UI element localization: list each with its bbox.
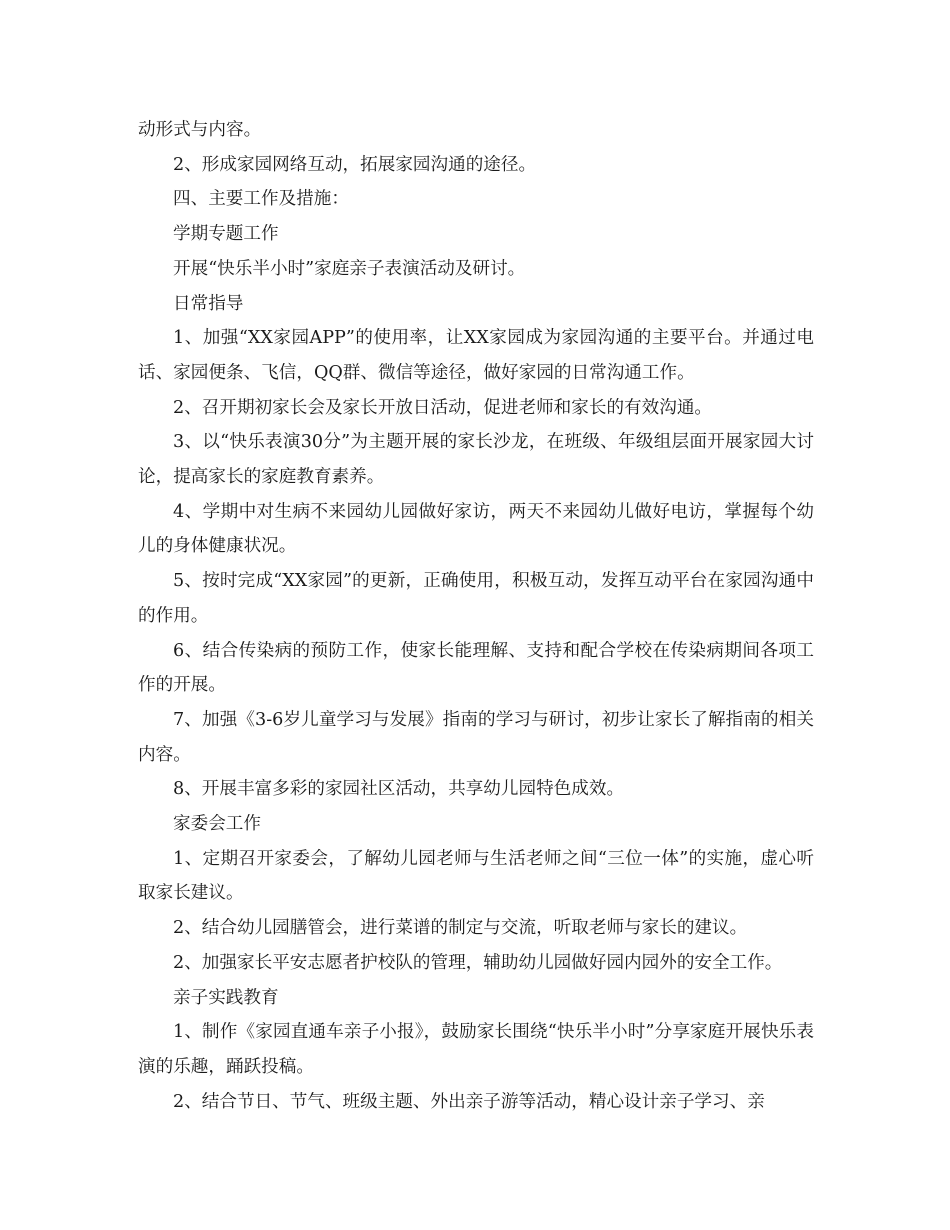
paragraph: 1、制作《家园直通车亲子小报》，鼓励家长围绕“快乐半小时”分享家庭开展快乐表演的乐趣，踊跃投稿。: [138, 1022, 814, 1077]
paragraph: 1、定期召开家委会，了解幼儿园老师与生活老师之间“三位一体”的实施，虚心听取家长建议。: [138, 848, 814, 904]
paragraph: 1、加强“XX家园APP”的使用率，让XX家园成为家园沟通的主要平台。并通过电话、家园便条、飞信，QQ群、微信等途径，做好家园的日常沟通工作。: [138, 328, 814, 383]
paragraph: 4、学期中对生病不来园幼儿园做好家访，两天不来园幼儿做好电访，掌握每个幼儿的身体健康状况。: [138, 501, 814, 557]
paragraph: 四、主要工作及措施：: [173, 189, 349, 210]
paragraph: 开展“快乐半小时”家庭亲子表演活动及研讨。: [173, 258, 526, 279]
document-body: [138, 113, 814, 1119]
paragraph: 2、结合幼儿园膳管会，进行菜谱的制定与交流，听取老师与家长的建议。: [173, 918, 748, 939]
paragraph: 6、结合传染病的预防工作，使家长能理解、支持和配合学校在传染病期间各项工作的开展。: [138, 640, 814, 696]
paragraph: 3、以“快乐表演30分”为主题开展的家长沙龙，在班级、年级组层面开展家园大讨论，提高家长的家庭教育素养。: [138, 432, 814, 488]
paragraph: 家委会工作: [173, 814, 261, 835]
paragraph: 8、开展丰富多彩的家园社区活动，共享幼儿园特色成效。: [173, 779, 625, 800]
paragraph: 2、召开期初家长会及家长开放日活动，促进老师和家长的有效沟通。: [173, 397, 713, 418]
paragraph: 亲子实践教育: [173, 987, 279, 1008]
paragraph: 动形式与内容。: [138, 120, 262, 140]
paragraph: 2、形成家园网络互动，拓展家园沟通的途径。: [173, 154, 537, 175]
paragraph: 2、结合节日、节气、班级主题、外出亲子游等活动，精心设计亲子学习、亲: [173, 1091, 765, 1112]
paragraph: 7、加强《3-6岁儿童学习与发展》指南的学习与研讨，初步让家长了解指南的相关内容。: [138, 709, 814, 765]
paragraph: 日常指导: [173, 293, 244, 314]
paragraph: 学期专题工作: [173, 224, 279, 245]
paragraph: 2、加强家长平安志愿者护校队的管理，辅助幼儿园做好园内园外的安全工作。: [173, 952, 783, 973]
paragraph: 5、按时完成“XX家园”的更新，正确使用，积极互动，发挥互动平台在家园沟通中的作用。: [138, 571, 814, 626]
